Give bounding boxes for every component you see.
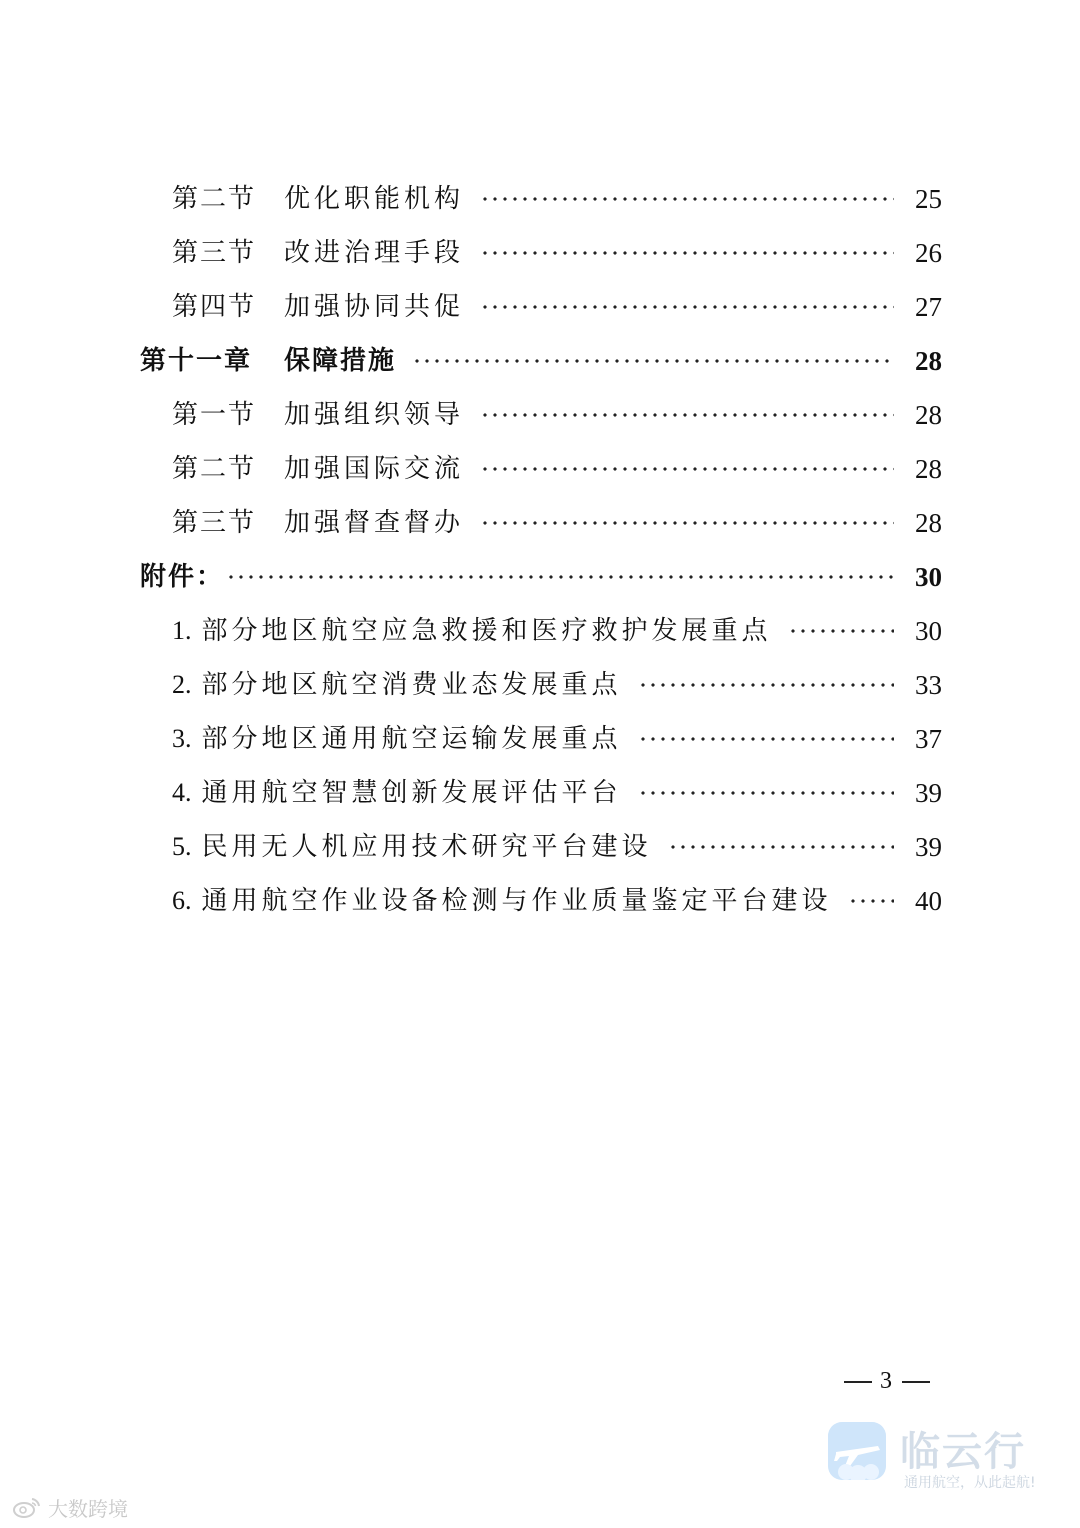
toc-chapter-title: 保障措施 (284, 346, 397, 376)
toc-chapter-number: 第十一章 (140, 346, 253, 376)
toc-section-number: 第三节 (172, 238, 257, 268)
toc-page-number: 30 (915, 561, 942, 592)
toc-page-number: 33 (915, 669, 942, 700)
toc-title: 加强督查督办 (284, 508, 465, 538)
toc-page-number: 28 (915, 399, 942, 430)
toc-title: 改进治理手段 (284, 238, 465, 268)
toc-page-number: 27 (915, 291, 942, 322)
attachment-number: 3. (172, 724, 192, 753)
toc-page-number: 28 (915, 453, 942, 484)
toc-row[interactable] (140, 280, 942, 334)
dot-leader (638, 683, 894, 687)
dot-leader (480, 467, 894, 471)
source-watermark (12, 1492, 128, 1522)
attachment-title: 部分地区航空消费业态发展重点 (201, 670, 622, 700)
toc-page-number: 26 (915, 237, 942, 268)
toc-section-number: 第三节 (172, 508, 257, 538)
toc-row[interactable] (140, 496, 942, 550)
em-dash-left (844, 1381, 872, 1383)
toc-attachment-row[interactable] (140, 766, 942, 820)
brand-tagline: 通用航空，从此起航! (904, 1475, 1036, 1491)
toc-attachments-heading[interactable] (140, 550, 942, 604)
toc-page-number: 30 (915, 615, 942, 646)
attachment-title: 部分地区通用航空运输发展重点 (201, 724, 622, 754)
toc-attachment-row[interactable] (140, 820, 942, 874)
attachment-number: 6. (172, 886, 192, 915)
weibo-icon (12, 1495, 42, 1519)
attachment-number: 2. (172, 670, 192, 699)
dot-leader (668, 845, 894, 849)
page-number: 3 (880, 1368, 894, 1394)
page-number-footer (836, 1368, 938, 1395)
toc-section-number: 第一节 (172, 400, 257, 430)
em-dash-right (902, 1381, 930, 1383)
watermark-text: 大数跨境 (48, 1496, 128, 1521)
attachments-heading: 附件： (140, 562, 225, 592)
dot-leader (638, 791, 894, 795)
dot-leader (480, 521, 894, 525)
dot-leader (480, 413, 894, 417)
toc-page-number: 37 (915, 723, 942, 754)
toc-row[interactable] (140, 172, 942, 226)
dot-leader (480, 251, 894, 255)
toc-attachment-row[interactable] (140, 874, 942, 928)
plane-cloud-icon (828, 1422, 886, 1480)
toc-attachment-row[interactable] (140, 712, 942, 766)
dot-leader (480, 305, 894, 309)
attachment-title: 通用航空智慧创新发展评估平台 (201, 778, 622, 808)
toc-section-number: 第二节 (172, 184, 257, 214)
toc-section-number: 第四节 (172, 292, 257, 322)
attachment-number: 1. (172, 616, 192, 645)
toc-title: 加强组织领导 (284, 400, 465, 430)
dot-leader (412, 359, 894, 363)
toc-page-number: 25 (915, 183, 942, 214)
toc-title: 优化职能机构 (284, 184, 465, 214)
toc-page-number: 39 (915, 831, 942, 862)
attachment-number: 5. (172, 832, 192, 861)
attachment-title: 部分地区航空应急救援和医疗救护发展重点 (201, 616, 772, 646)
toc-page-number: 28 (915, 345, 942, 376)
toc-row[interactable] (140, 442, 942, 496)
brand-watermark (828, 1420, 1048, 1500)
toc-row[interactable] (140, 388, 942, 442)
toc-page-number: 39 (915, 777, 942, 808)
attachment-number: 4. (172, 778, 192, 807)
dot-leader (638, 737, 894, 741)
toc-title: 加强协同共促 (284, 292, 465, 322)
table-of-contents (140, 172, 942, 928)
toc-row[interactable] (140, 226, 942, 280)
attachment-title: 民用无人机应用技术研究平台建设 (201, 832, 652, 862)
dot-leader (848, 899, 894, 903)
toc-chapter-row[interactable] (140, 334, 942, 388)
toc-title: 加强国际交流 (284, 454, 465, 484)
brand-name: 临云行 (900, 1429, 1026, 1475)
attachment-title: 通用航空作业设备检测与作业质量鉴定平台建设 (201, 886, 832, 916)
toc-page-number: 28 (915, 507, 942, 538)
dot-leader (480, 197, 894, 201)
toc-page-number: 40 (915, 885, 942, 916)
toc-attachment-row[interactable] (140, 658, 942, 712)
dot-leader (788, 629, 894, 633)
toc-section-number: 第二节 (172, 454, 257, 484)
dot-leader (226, 575, 894, 579)
toc-attachment-row[interactable] (140, 604, 942, 658)
